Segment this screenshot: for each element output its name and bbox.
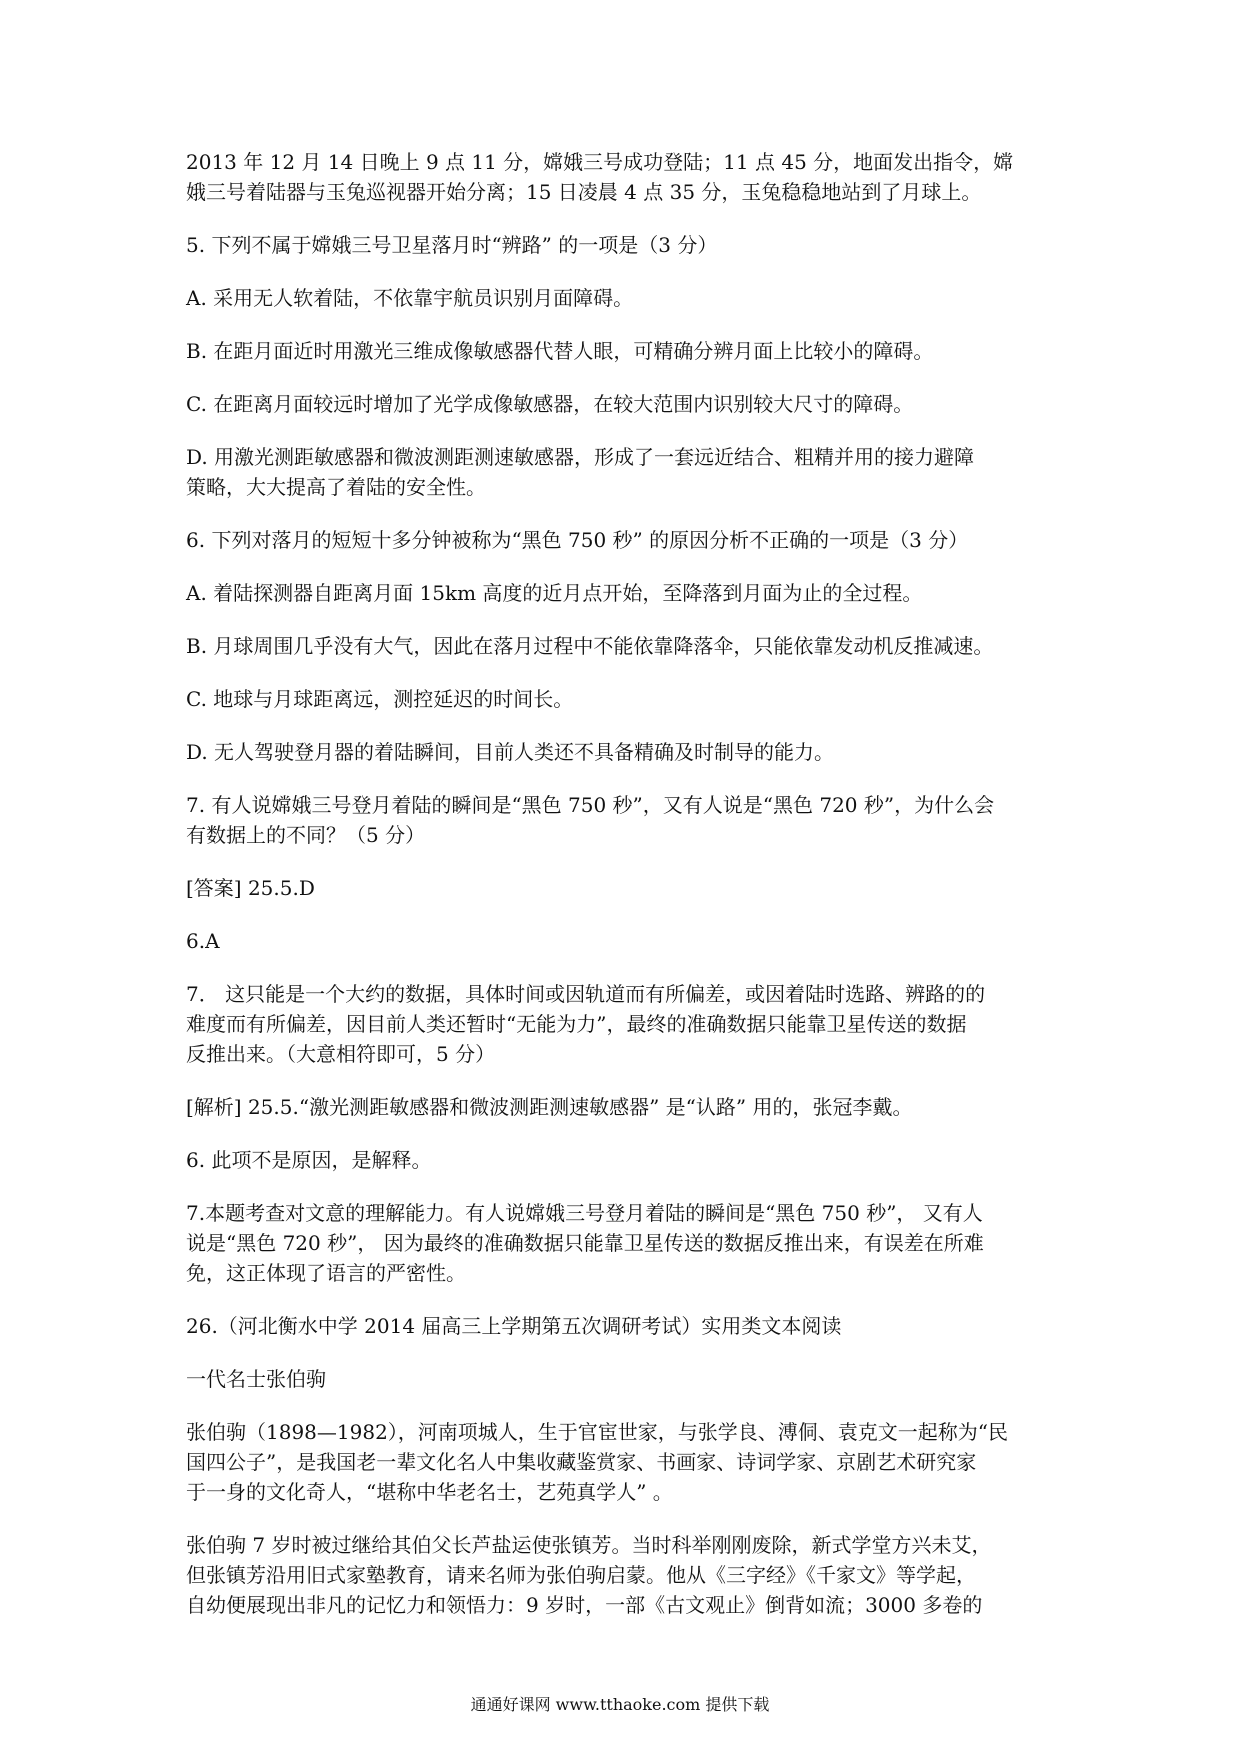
footer-text: 通通好课网 www.tthaoke.com 提供下载	[470, 1695, 770, 1714]
paragraph	[186, 926, 1066, 956]
paragraph	[186, 442, 1066, 502]
text-line: 但张镇芳沿用旧式家塾教育，请来名师为张伯驹启蒙。他从《三字经》《千家文》等学起，	[186, 1563, 976, 1587]
text-line: 反推出来。（大意相符即可，5 分）	[186, 1042, 496, 1066]
paragraph	[186, 737, 1066, 767]
text-line: 张伯驹（1898—1982），河南项城人，生于官宦世家，与张学良、溥侗、袁克文一起称为“民	[186, 1420, 1009, 1444]
paragraph	[186, 578, 1066, 608]
text-line: 6.A	[186, 929, 220, 953]
text-line: 6. 此项不是原因，是解释。	[186, 1148, 432, 1172]
paragraph	[186, 336, 1066, 366]
text-line: C. 在距离月面较远时增加了光学成像敏感器，在较大范围内识别较大尺寸的障碍。	[186, 392, 914, 416]
paragraph	[186, 230, 1066, 260]
text-line: 免，这正体现了语言的严密性。	[186, 1261, 466, 1285]
text-line: 张伯驹 7 岁时被过继给其伯父长芦盐运使张镇芳。当时科举刚刚废除，新式学堂方兴未艾，	[186, 1533, 992, 1557]
paragraph	[186, 979, 1066, 1069]
document-body	[186, 147, 1066, 1643]
paragraph	[186, 1311, 1066, 1341]
text-line: 7． 这只能是一个大约的数据，具体时间或因轨道而有所偏差，或因着陆时选路、辨路的的	[186, 982, 986, 1006]
text-line: [解析] 25.5.“激光测距敏感器和微波测距测速敏感器” 是“认路” 用的，张冠李戴。	[186, 1095, 913, 1119]
text-line: 有数据上的不同？（5 分）	[186, 823, 426, 847]
text-line: 2013 年 12 月 14 日晚上 9 点 11 分，嫦娥三号成功登陆；11 点 45 分，地面发出指令，嫦	[186, 150, 1014, 174]
paragraph	[186, 631, 1066, 661]
paragraph	[186, 1198, 1066, 1288]
paragraph	[186, 1417, 1066, 1507]
paragraph	[186, 1145, 1066, 1175]
paragraph	[186, 790, 1066, 850]
text-line: 5. 下列不属于嫦娥三号卫星落月时“辨路” 的一项是（3 分）	[186, 233, 718, 257]
text-line: B. 月球周围几乎没有大气，因此在落月过程中不能依靠降落伞，只能依靠发动机反推减速。	[186, 634, 994, 658]
text-line: 6. 下列对落月的短短十多分钟被称为“黑色 750 秒” 的原因分析不正确的一项是（3 分）	[186, 528, 969, 552]
paragraph	[186, 1092, 1066, 1122]
paragraph	[186, 873, 1066, 903]
text-line: 一代名士张伯驹	[186, 1367, 326, 1391]
text-line: A. 采用无人软着陆，不依靠宇航员识别月面障碍。	[186, 286, 634, 310]
text-line: A. 着陆探测器自距离月面 15km 高度的近月点开始，至降落到月面为止的全过程。	[186, 581, 923, 605]
text-line: 国四公子”，是我国老一辈文化名人中集收藏鉴赏家、书画家、诗词学家、京剧艺术研究家	[186, 1450, 977, 1474]
paragraph	[186, 1364, 1066, 1394]
paragraph	[186, 525, 1066, 555]
paragraph	[186, 1530, 1066, 1620]
text-line: [答案] 25.5.D	[186, 876, 315, 900]
text-line: 自幼便展现出非凡的记忆力和领悟力：9 岁时，一部《古文观止》倒背如流；3000 多卷的	[186, 1593, 983, 1617]
paragraph	[186, 283, 1066, 313]
text-line: C. 地球与月球距离远，测控延迟的时间长。	[186, 687, 574, 711]
text-line: 说是“黑色 720 秒”， 因为最终的准确数据只能靠卫星传送的数据反推出来，有误差在所难	[186, 1231, 984, 1255]
text-line: D. 用激光测距敏感器和微波测距测速敏感器，形成了一套远近结合、粗精并用的接力避障	[186, 445, 975, 469]
paragraph	[186, 147, 1066, 207]
text-line: 于一身的文化奇人，“堪称中华老名士，艺苑真学人” 。	[186, 1480, 673, 1504]
text-line: 7. 有人说嫦娥三号登月着陆的瞬间是“黑色 750 秒”，又有人说是“黑色 720 秒”，为什么会	[186, 793, 995, 817]
text-line: 难度而有所偏差，因目前人类还暂时“无能为力”，最终的准确数据只能靠卫星传送的数据	[186, 1012, 967, 1036]
text-line: 26.（河北衡水中学 2014 届高三上学期第五次调研考试）实用类文本阅读	[186, 1314, 842, 1338]
text-line: 策略，大大提高了着陆的安全性。	[186, 475, 486, 499]
text-line: 娥三号着陆器与玉兔巡视器开始分离；15 日凌晨 4 点 35 分，玉兔稳稳地站到了月球上。	[186, 180, 982, 204]
text-line: 7.本题考查对文意的理解能力。有人说嫦娥三号登月着陆的瞬间是“黑色 750 秒”， 又有人	[186, 1201, 983, 1225]
paragraph	[186, 684, 1066, 714]
text-line: D. 无人驾驶登月器的着陆瞬间，目前人类还不具备精确及时制导的能力。	[186, 740, 835, 764]
text-line: B. 在距月面近时用激光三维成像敏感器代替人眼，可精确分辨月面上比较小的障碍。	[186, 339, 934, 363]
paragraph	[186, 389, 1066, 419]
